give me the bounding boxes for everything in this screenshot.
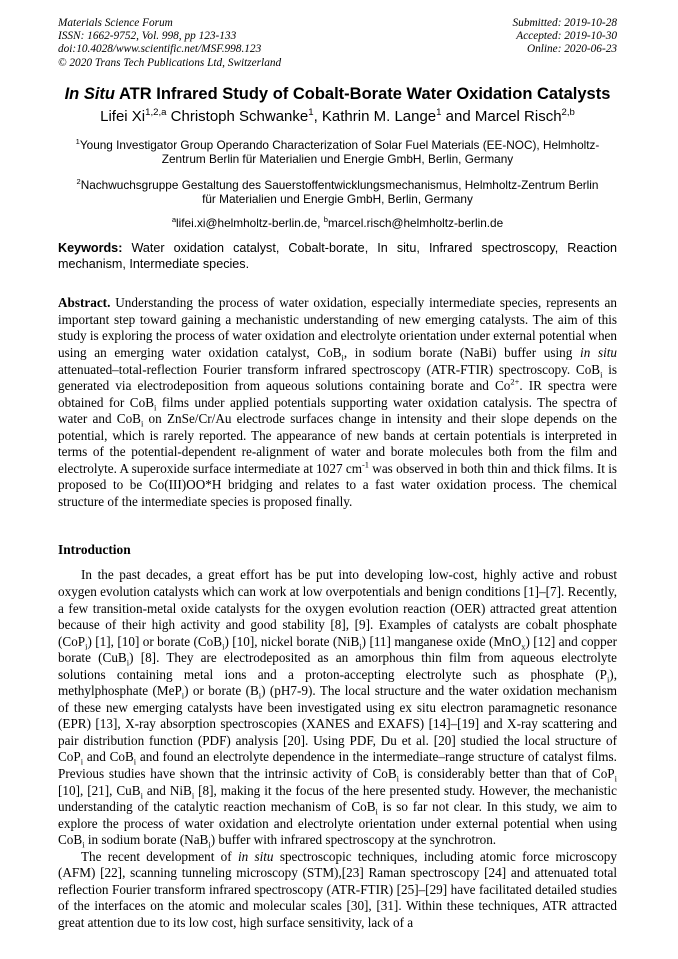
section-heading-introduction: Introduction [58,542,131,558]
affiliation-1: $^1$Young Investigator Group Operando Characterization of Solar Fuel Materials (EE-NOC), Helmholtz-Zentrum Berlin für Materialien und Energie GmbH, Berlin, Germany [75,136,600,167]
journal-info [58,17,281,70]
date-online: Online: 2020-06-23 [526,43,617,56]
authors-line: Lifei Xi$^{1,2,a}$ Christoph Schwanke$^1$, Kathrin M. Lange$^1$ and Marcel Risch$^{2,b}$ [100,106,575,125]
keywords-line: Keywords: Water oxidation catalyst, Cobalt-borate, In situ, Infrared spectroscopy, Reaction mechanism, Intermediate species. [58,241,617,271]
journal-name: Materials Science Forum [58,17,173,29]
intro-paragraph-2: The recent development of in situ spectroscopic techniques, including atomic force microscopy (AFM) [22], scanning tunneling microscopy (STM),[23] Raman spectroscopy [24] and attenuated total reflection Fourier transform infrared spectroscopy (ATR-FTIR) [25]–[29] have facilitated detailed studies of the interfaces on the atomic and molecular scales [30], [31]. Within these techniques, ATR attracted great attention due to its low cost, high surface sensitivity, lack of a [58,848,617,930]
date-submitted: Submitted: 2019-10-28 [512,17,617,29]
introduction-section [58,567,617,931]
journal-issn-volume: ISSN: 1662-9752, Vol. 998, pp 123-133 [58,30,237,43]
date-accepted: Accepted: 2019-10-30 [516,30,617,43]
journal-doi: doi:10.4028/www.scientific.net/MSF.998.123 [58,43,262,56]
author-emails: $^a$lifei.xi@helmholtz-berlin.de, $^b$marcel.risch@helmholtz-berlin.de [171,214,504,230]
intro-paragraph-1: In the past decades, a great effort has be put into developing low-cost, highly active and robust oxygen evolution catalysts which can work at low overpotentials and benign conditions [1]–[7]. Recently, a few transition-metal oxide catalysts for the oxygen evolution reaction (OER) attracted great attention because of their high activity and good stability [8], [9]. Examples of catalysts are cobalt phosphate (CoP$_i$) [1], [10] or borate (CoB$_i$) [10], nickel borate (NiB$_i$) [11] manganese oxide (MnO$_x$) [12] and copper borate (CuB$_i$) [8]. They are electrodeposited as an amorphous thin film from aqueous electrolyte solutions containing metal ions and a proton-accepting electrolyte such as phosphate $(P_i)$, methylphosphate (MeP$_i$) or borate $(B_i)$ (pH7-9). The local structure and the water oxidation mechanism of these new emerging catalysts have been investigated using ex situ electron paramagnetic resonance (EPR) [13], X-ray absorption spectroscopies (XANES and EXAFS) [14]–[19] and X-ray scattering and pair distribution function (PDF) analysis [20]. Using PDF, Du et al. [20] studied the local structure of CoP$_i$ and CoB$_i$ and found an electrolyte dependence in the intermediate–range structure of catalyst films. Previous studies have shown that the intrinsic activity of CoB$_i$ is considerably better than that of CoP$_i$ [10], [21], CuB$_i$ and NiB$_i$ [8], making it the focus of the here presented study. However, the mechanistic understanding of the catalytic reaction mechanism of CoB$_i$ is so far not clear. In this study, we aim to explore the process of water oxidation and electrolyte orientation under external potential when using CoB$_i$ in sodium borate (NaB$_i$) buffer with infrared spectroscopy at the synchrotron. [58,567,618,850]
journal-copyright: © 2020 Trans Tech Publications Ltd, Switzerland [58,56,282,69]
journal-header [58,17,617,70]
affiliation-2: $^2$Nachwuchsgruppe Gestaltung des Sauerstoffentwicklungsmechanismus, Helmholtz-Zentrum Berlin für Materialien und Energie GmbH, Berlin, Germany [76,176,599,207]
submission-dates [513,17,617,70]
paper-title: In Situ ATR Infrared Study of Cobalt-Borate Water Oxidation Catalysts [64,84,611,103]
abstract-paragraph: Abstract. Understanding the process of water oxidation, especially intermediate species, represents an important step toward gaining a mechanistic understanding of new emerging catalysts. The aim of this study is exploring the process of water oxidation and electrolyte orientation under external potential when using an emerging water oxidation catalyst, CoB$_i$, in sodium borate (NaBi) buffer using in situ attenuated–total-reflection Fourier transform infrared spectroscopy (ATR-FTIR) spectroscopy. CoB$_i$ is generated via electrodeposition from aqueous solutions containing borate and $Co^{2+}$. IR spectra were obtained for CoB$_i$ films under applied potentials supporting water oxidation catalysis. The spectra of water and CoB$_i$ on ZnSe/Cr/Au electrode surfaces change in intensity and their slope depends on the potential, which is rarely reported. The appearance of new bands at certain potentials is interpreted in terms of the potential-dependent re-alignment of water and borate molecules both from the film and electrolyte. A superoxide surface intermediate at 1027 $cm^{-1}$ was observed in both thin and thick films. It is proposed to be Co(III)OO*H bridging and relates to a fast water oxidation process. The chemical structure of the intermediate species is proposed finally. [58,295,618,509]
